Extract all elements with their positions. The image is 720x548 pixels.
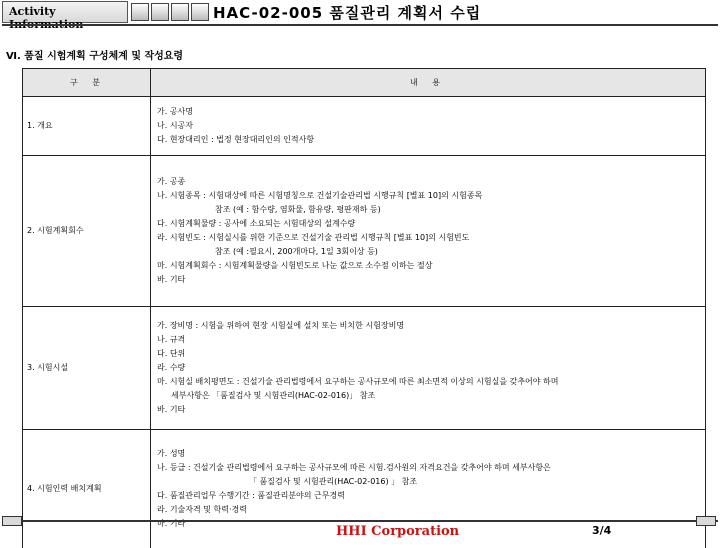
footer-marker-right xyxy=(696,516,716,526)
table-row xyxy=(23,97,706,156)
content-line: 마. 시험실 배치평면도 : 건설기술 관리법령에서 요구하는 공사규모에 따른 최소면적 이상의 시험실을 갖추어야 하며 xyxy=(157,375,699,389)
content-line: 가. 성명 xyxy=(157,447,699,461)
row-label: 1. 개요 xyxy=(23,97,151,156)
content-line: 나. 시험종목 : 시험대상에 따른 시험명칭으로 건설기술관리법 시행규칙 [별표 10]의 시험종목 xyxy=(157,189,699,203)
page-number: 3/4 xyxy=(592,524,611,537)
section-title: Ⅵ. 품질 시험계획 구성체계 및 작성요령 xyxy=(6,47,183,62)
row-content xyxy=(151,156,706,307)
column-header-category: 구 분 xyxy=(23,69,151,97)
activity-information-label xyxy=(2,1,128,23)
content-line: 나. 규격 xyxy=(157,333,699,347)
row-label: 4. 시험인력 배치계획 xyxy=(23,430,151,548)
column-header-content: 내 용 xyxy=(151,69,706,97)
content-line: 가. 장비명 : 시험을 위하여 현장 시험실에 설치 또는 비치한 시험장비명 xyxy=(157,319,699,333)
content-line: 라. 기술자격 및 학력·경력 xyxy=(157,503,699,517)
header-square-4 xyxy=(191,3,209,21)
content-line: 다. 단위 xyxy=(157,347,699,361)
header-square-3 xyxy=(171,3,189,21)
row-content xyxy=(151,97,706,156)
content-line: 「 품질검사 및 시험관리(HAC-02-016) 」 참조 xyxy=(157,475,699,489)
content-line: 세부사항은 「품질검사 및 시험관리(HAC-02-016)」 참조 xyxy=(157,389,699,403)
content-line: 다. 품질관리업무 수행기간 : 품질관리분야의 근무경력 xyxy=(157,489,699,503)
header-decoration xyxy=(131,1,209,23)
header-square-2 xyxy=(151,3,169,21)
plan-table xyxy=(22,68,706,548)
row-label: 3. 시험시설 xyxy=(23,307,151,430)
content-line: 바. 기타 xyxy=(157,273,699,287)
content-line: 나. 등급 : 건설기술 관리법령에서 요구하는 공사규모에 따른 시험.검사원의 자격요건을 갖추어야 하며 세부사항은 xyxy=(157,461,699,475)
content-line: 다. 시험계획물량 : 공사에 소요되는 시험대상의 설계수량 xyxy=(157,217,699,231)
document-title: HAC-02-005 품질관리 계획서 수립 xyxy=(213,2,481,23)
content-line: 참조 (예 :필요시, 200개마다, 1일 3회이상 등) xyxy=(157,245,699,259)
header-divider xyxy=(2,24,718,26)
footer-marker-left xyxy=(2,516,22,526)
content-line: 마. 기타 xyxy=(157,517,699,531)
content-line: 라. 시험빈도 : 시험실시를 위한 기준으로 건설기술 관리법 시행규칙 [별표 10]의 시험빈도 xyxy=(157,231,699,245)
content-line: 마. 시험계획회수 : 시험계획물량을 시험빈도로 나눈 값으로 소수점 이하는 절상 xyxy=(157,259,699,273)
content-line: 가. 공종 xyxy=(157,175,699,189)
row-content xyxy=(151,307,706,430)
content-line: 나. 시공자 xyxy=(157,119,699,133)
company-name: HHI Corporation xyxy=(336,524,459,539)
row-label: 2. 시험계획회수 xyxy=(23,156,151,307)
header-square-1 xyxy=(131,3,149,21)
footer-divider xyxy=(2,520,718,522)
content-line: 라. 수량 xyxy=(157,361,699,375)
content-line: 가. 공사명 xyxy=(157,105,699,119)
content-line: 다. 현장대리인 : 법정 현장대리인의 인적사항 xyxy=(157,133,699,147)
table-header-row xyxy=(23,69,706,97)
content-line: 참조 (예 : 함수량, 염화물, 함유량, 평판재하 등) xyxy=(157,203,699,217)
table-row xyxy=(23,156,706,307)
table-row xyxy=(23,307,706,430)
content-line: 바. 기타 xyxy=(157,403,699,417)
activity-information-text: Activity Information xyxy=(9,5,127,31)
